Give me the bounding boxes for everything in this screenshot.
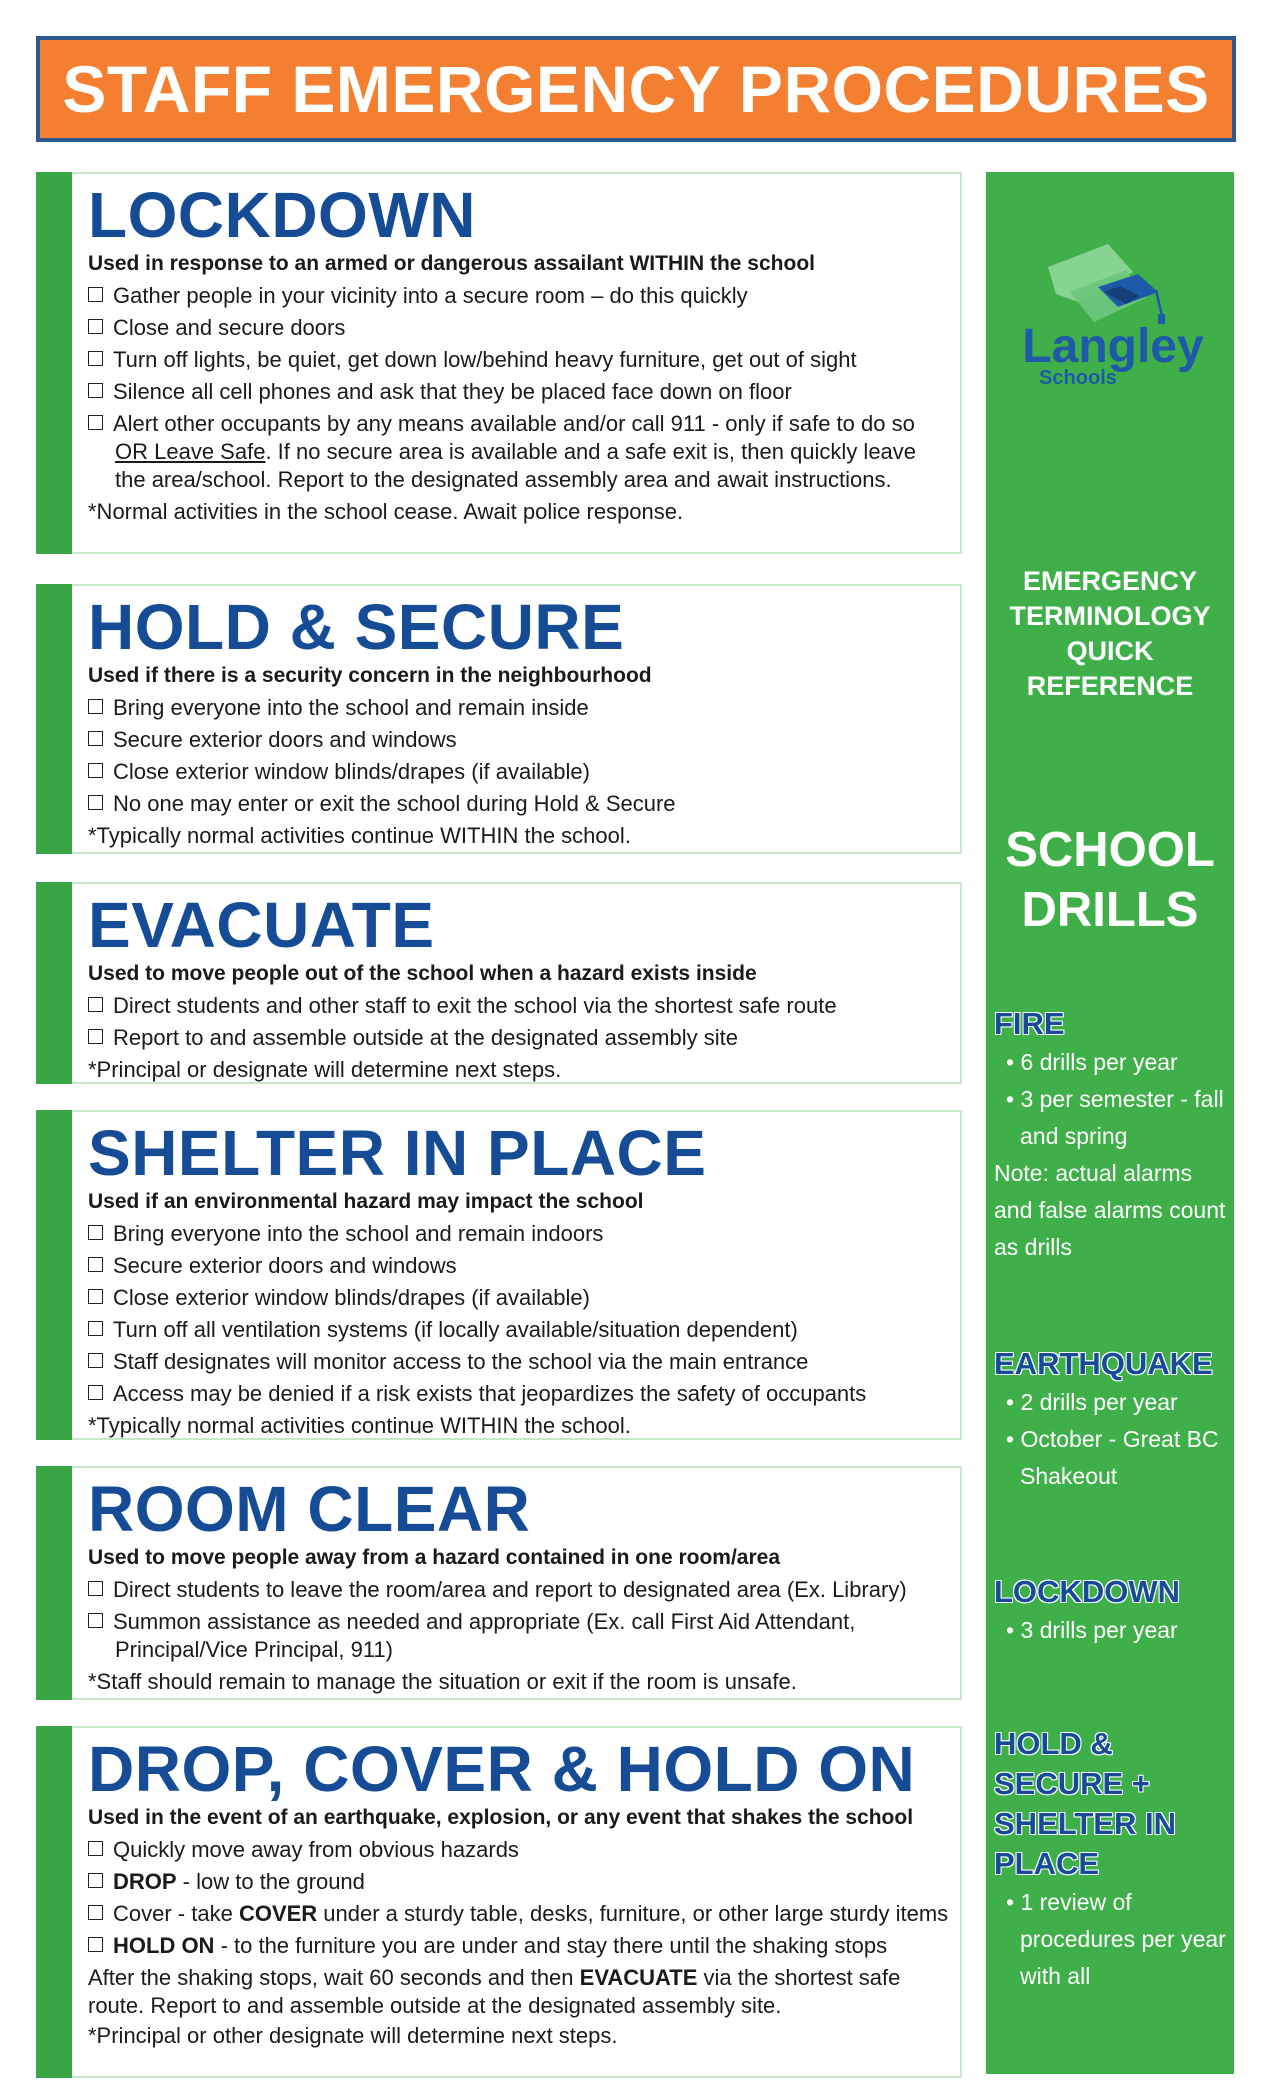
- drop-cover-hold-section: [36, 1726, 962, 2078]
- hold-secure-drill-block: [994, 1724, 1230, 1995]
- drill-bullet: • 1 review of procedures per year with all: [1006, 1889, 1226, 1989]
- checklist-item: Turn off all ventilation systems (if locally available/situation dependent): [88, 1316, 950, 1344]
- section-title: DROP, COVER & HOLD ON: [88, 1733, 916, 1805]
- section-note: *Typically normal activities continue WITHIN the school.: [88, 823, 631, 848]
- checklist-item: HOLD ON - to the furniture you are under and stay there until the shaking stops: [88, 1932, 950, 1960]
- drill-bullet: • October - Great BC Shakeout: [1006, 1426, 1219, 1489]
- checkbox-icon: [88, 287, 103, 302]
- earthquake-drill-block: [994, 1344, 1230, 1495]
- section-note: *Principal or other designate will determine next steps.: [88, 2023, 618, 2048]
- drill-bullet: • 3 per semester - fall and spring: [1006, 1086, 1224, 1149]
- drill-bullet: • 3 drills per year: [1006, 1617, 1178, 1643]
- checklist-item: Direct students to leave the room/area and report to designated area (Ex. Library): [88, 1576, 950, 1604]
- section-note: *Staff should remain to manage the situation or exit if the room is unsafe.: [88, 1669, 797, 1694]
- langley-schools-logo: [1008, 232, 1218, 397]
- section-title: ROOM CLEAR: [88, 1473, 531, 1545]
- checkbox-icon: [88, 1353, 103, 1368]
- checkbox-icon: [88, 795, 103, 810]
- shelter-in-place-section: [36, 1110, 962, 1440]
- after-shaking-paragraph: After the shaking stops, wait 60 seconds and then EVACUATE via the shortest safe route. Report to and assemble outside at the designated assembly site.: [88, 1965, 901, 2018]
- checklist-item: Secure exterior doors and windows: [88, 726, 950, 754]
- section-subtitle: Used if there is a security concern in the neighbourhood: [88, 664, 652, 687]
- checklist-item: No one may enter or exit the school during Hold & Secure: [88, 790, 950, 818]
- leave-safe-text: OR Leave Safe: [115, 439, 266, 464]
- checkbox-icon: [88, 1321, 103, 1336]
- section-subtitle: Used in the event of an earthquake, explosion, or any event that shakes the school: [88, 1806, 914, 1829]
- section-accent-bar: [36, 584, 72, 854]
- checklist-item: Alert other occupants by any means available and/or call 911 - only if safe to do so OR Leave Safe. If no secure area is available and a safe exit is, then quickly leave the area/school. Report to the designated assembly area and await instructions.: [88, 410, 950, 494]
- checklist-item: Silence all cell phones and ask that they be placed face down on floor: [88, 378, 950, 406]
- drill-note: Note: actual alarms and false alarms count as drills: [994, 1160, 1226, 1260]
- section-accent-bar: [36, 1110, 72, 1440]
- checklist-item: Cover - take COVER under a sturdy table, desks, furniture, or other large sturdy items: [88, 1900, 950, 1928]
- section-accent-bar: [36, 1466, 72, 1700]
- checkbox-icon: [88, 1873, 103, 1888]
- checklist-item: Bring everyone into the school and remain inside: [88, 694, 950, 722]
- checkbox-icon: [88, 1289, 103, 1304]
- checklist-item: Close exterior window blinds/drapes (if available): [88, 1284, 950, 1312]
- checkbox-icon: [88, 1841, 103, 1856]
- quick-reference-sidebar: [986, 172, 1234, 2074]
- page-title: STAFF EMERGENCY PROCEDURES: [62, 52, 1210, 126]
- checklist-item: Bring everyone into the school and remain indoors: [88, 1220, 950, 1248]
- section-subtitle: Used to move people out of the school when a hazard exists inside: [88, 962, 757, 985]
- checklist-item: DROP - low to the ground: [88, 1868, 950, 1896]
- checkbox-icon: [88, 731, 103, 746]
- checkbox-icon: [88, 1581, 103, 1596]
- lockdown-drill-block: [994, 1572, 1230, 1649]
- section-subtitle: Used if an environmental hazard may impact the school: [88, 1190, 644, 1213]
- evacuate-section: [36, 882, 962, 1084]
- drill-bullet: • 2 drills per year: [1006, 1389, 1178, 1415]
- drill-bullet: • 6 drills per year: [1006, 1049, 1178, 1075]
- checkbox-icon: [88, 415, 103, 430]
- checkbox-icon: [88, 1385, 103, 1400]
- lockdown-section: [36, 172, 962, 554]
- logo-name: Langley: [1022, 320, 1204, 373]
- checklist-item: Report to and assemble outside at the designated assembly site: [88, 1024, 950, 1052]
- checkbox-icon: [88, 1225, 103, 1240]
- checkbox-icon: [88, 763, 103, 778]
- checklist-item: Close exterior window blinds/drapes (if available): [88, 758, 950, 786]
- section-accent-bar: [36, 882, 72, 1084]
- checklist-item: Quickly move away from obvious hazards: [88, 1836, 950, 1864]
- checklist-item: Staff designates will monitor access to the school via the main entrance: [88, 1348, 950, 1376]
- logo-sub: Schools: [1039, 367, 1117, 389]
- section-title: EVACUATE: [88, 889, 435, 961]
- section-note: *Typically normal activities continue WITHIN the school.: [88, 1413, 631, 1438]
- checklist-item: Secure exterior doors and windows: [88, 1252, 950, 1280]
- fire-drill-block: [994, 1004, 1230, 1266]
- checkbox-icon: [88, 319, 103, 334]
- section-title: SHELTER IN PLACE: [88, 1117, 707, 1189]
- section-accent-bar: [36, 1726, 72, 2078]
- checkbox-icon: [88, 997, 103, 1012]
- section-note: *Principal or designate will determine next steps.: [88, 1057, 562, 1082]
- checkbox-icon: [88, 1029, 103, 1044]
- section-subtitle: Used in response to an armed or dangerous assailant WITHIN the school: [88, 252, 815, 275]
- room-clear-section: [36, 1466, 962, 1700]
- section-title: HOLD & SECURE: [88, 591, 625, 663]
- checkbox-icon: [88, 1257, 103, 1272]
- section-note: *Normal activities in the school cease. Await police response.: [88, 499, 684, 524]
- terminology-heading: EMERGENCY TERMINOLOGY QUICK REFERENCE: [1009, 566, 1211, 701]
- section-subtitle: Used to move people away from a hazard contained in one room/area: [88, 1546, 781, 1569]
- school-drills-heading: SCHOOL DRILLS: [1005, 823, 1215, 937]
- checkbox-icon: [88, 1937, 103, 1952]
- checklist-item: Summon assistance as needed and appropriate (Ex. call First Aid Attendant, Principal/Vice Principal, 911): [88, 1608, 950, 1664]
- checklist-item: Access may be denied if a risk exists that jeopardizes the safety of occupants: [88, 1380, 950, 1408]
- section-accent-bar: [36, 172, 72, 554]
- checkbox-icon: [88, 1613, 103, 1628]
- checklist-item: Direct students and other staff to exit the school via the shortest safe route: [88, 992, 950, 1020]
- page-header: [36, 36, 1236, 142]
- drill-title: LOCKDOWN: [994, 1574, 1180, 1609]
- checkbox-icon: [88, 383, 103, 398]
- checklist-item: Close and secure doors: [88, 314, 950, 342]
- drill-title: EARTHQUAKE: [994, 1346, 1213, 1381]
- checklist-item: Gather people in your vicinity into a secure room – do this quickly: [88, 282, 950, 310]
- checkbox-icon: [88, 1905, 103, 1920]
- drill-title: FIRE: [994, 1006, 1065, 1041]
- section-title: LOCKDOWN: [88, 179, 476, 251]
- hold-secure-section: [36, 584, 962, 854]
- checklist-item: Turn off lights, be quiet, get down low/behind heavy furniture, get out of sight: [88, 346, 950, 374]
- drill-title: HOLD & SECURE + SHELTER IN PLACE: [994, 1726, 1176, 1881]
- checkbox-icon: [88, 351, 103, 366]
- checkbox-icon: [88, 699, 103, 714]
